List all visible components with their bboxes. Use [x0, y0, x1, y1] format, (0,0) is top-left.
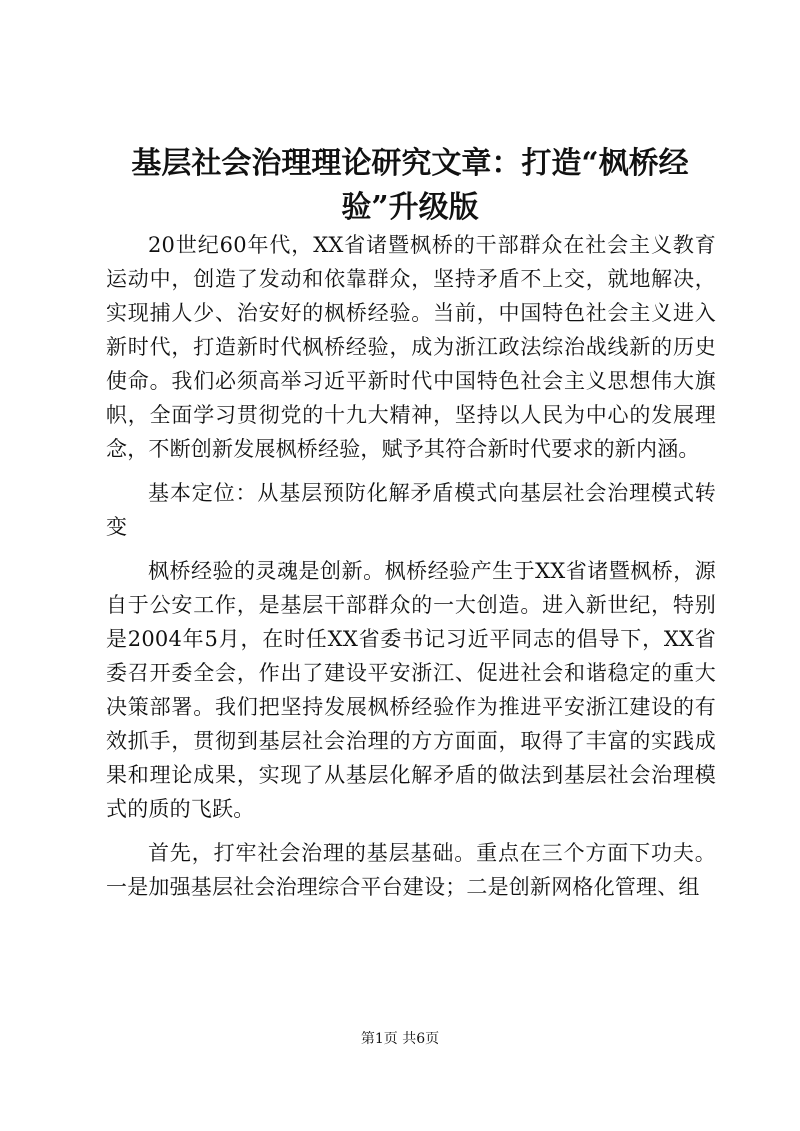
paragraph-section-heading: 基本定位：从基层预防化解矛盾模式向基层社会治理模式转变: [106, 481, 716, 539]
paragraph-innovation: 枫桥经验的灵魂是创新。枫桥经验产生于XX省诸暨枫桥，源自于公安工作，是基层干部群众的一大创造。进入新世纪，特别是2004年5月，在时任XX省委书记习近平同志的倡导下，XX省委召开委全会，作出了建设平安浙江、促进社会和谐稳定的重大决策部署。我们把坚持发展枫桥经验作为推进平安浙江建设的有效抓手，贯彻到基层社会治理的方方面面，取得了丰富的实践成果和理论成果，实现了从基层化解矛盾的做法到基层社会治理模式的质的飞跃。: [106, 559, 716, 821]
document-title-line-2: 验”升级版: [341, 190, 479, 225]
paragraph-intro: 20世纪60年代，XX省诸暨枫桥的干部群众在社会主义教育运动中，创造了发动和依靠群众，坚持矛盾不上交，就地解决，实现捕人少、治安好的枫桥经验。当前，中国特色社会主义进入新时代，打造新时代枫桥经验，成为浙江政法综治战线新的历史使命。我们必须高举习近平新时代中国特色社会主义思想伟大旗帜，全面学习贯彻党的十九大精神，坚持以人民为中心的发展理念，不断创新发展枫桥经验，赋予其符合新时代要求的新内涵。: [106, 233, 716, 461]
document-title-line-1: 基层社会治理理论研究文章：打造“枫桥经: [131, 146, 689, 181]
document-body: [106, 228, 716, 914]
page-footer: [0, 1030, 800, 1048]
paragraph-foundation: 首先，打牢社会治理的基层基础。重点在三个方面下功夫。一是加强基层社会治理综合平台建设；二是创新网格化管理、组: [106, 841, 716, 899]
document-title: [100, 142, 720, 230]
page-number: 第1页 共6页: [360, 1031, 440, 1047]
